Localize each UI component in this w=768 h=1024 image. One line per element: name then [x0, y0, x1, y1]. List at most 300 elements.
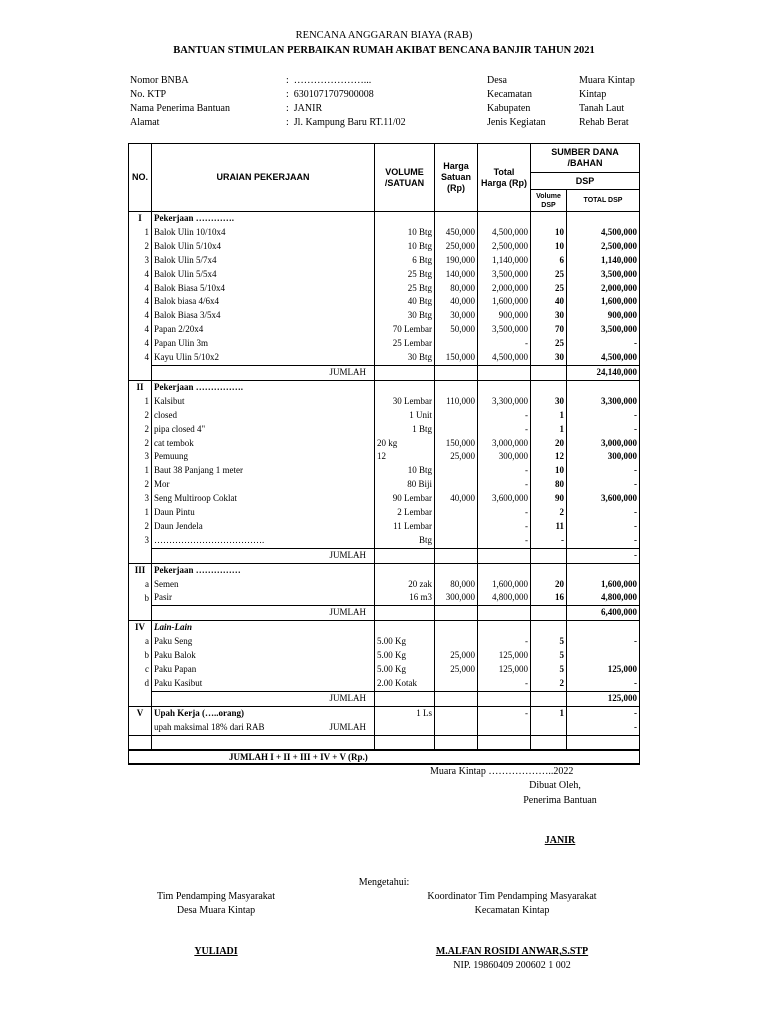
row-volume-dsp: 12 — [531, 450, 567, 464]
volume-unit: Btg — [418, 240, 432, 251]
row-total: 3,300,000 — [478, 395, 531, 409]
volume-unit: Biji — [418, 479, 432, 490]
header-harga: Harga Satuan (Rp) — [435, 144, 478, 212]
table-row — [129, 663, 640, 677]
volume-unit: Kg — [395, 636, 406, 647]
row-volume — [375, 591, 435, 605]
row-harga — [435, 380, 478, 394]
row-total: - — [478, 506, 531, 520]
blank-cell — [435, 735, 478, 750]
row-harga: 190,000 — [435, 254, 478, 268]
row-volume — [375, 337, 435, 351]
volume-value: 1 — [412, 423, 417, 434]
row-description: Paku Balok — [152, 649, 375, 663]
subtotal-label: JUMLAH — [329, 721, 366, 732]
table-row — [129, 450, 640, 464]
row-volume — [375, 226, 435, 240]
row-volume-dsp: 80 — [531, 478, 567, 492]
subtotal-value: 6,400,000 — [567, 606, 640, 621]
row-volume — [375, 635, 435, 649]
row-total: 4,500,000 — [478, 351, 531, 365]
volume-value: 10 — [407, 240, 417, 251]
row-volume — [375, 691, 435, 706]
row-harga — [435, 409, 478, 423]
left-sig-title: Tim Pendamping Masyarakat — [157, 891, 275, 902]
row-harga: 300,000 — [435, 591, 478, 605]
info-label: Kecamatan — [487, 89, 532, 100]
row-no: 1 — [129, 506, 152, 520]
header-volume: VOLUME /SATUAN — [375, 144, 435, 212]
volume-unit: Btg — [418, 254, 432, 265]
row-no: II — [129, 380, 152, 394]
volume-unit: Ls — [423, 707, 432, 718]
row-harga — [435, 677, 478, 691]
subtotal-value: - — [567, 721, 640, 735]
info-value: …………………... — [293, 75, 372, 86]
volume-value: 30 — [407, 310, 417, 321]
header-uraian: URAIAN PEKERJAAN — [152, 144, 375, 212]
row-no: 2 — [129, 423, 152, 437]
row-volume — [375, 254, 435, 268]
row-volume — [375, 309, 435, 323]
table-row — [129, 534, 640, 548]
row-volume-dsp: 30 — [531, 309, 567, 323]
row-no: 3 — [129, 450, 152, 464]
row-harga — [435, 548, 478, 563]
row-volume-dsp — [531, 380, 567, 394]
volume-unit: Lembar — [404, 507, 432, 518]
row-description: Paku Kasibut — [152, 677, 375, 691]
row-volume — [375, 450, 435, 464]
row-description: Balok biasa 4/6x4 — [152, 295, 375, 309]
row-volume — [375, 721, 435, 735]
table-row — [129, 520, 640, 534]
row-volume — [375, 395, 435, 409]
row-description: Balok Ulin 5/10x4 — [152, 240, 375, 254]
row-harga — [435, 520, 478, 534]
row-no — [129, 365, 152, 380]
volume-unit: Unit — [415, 409, 432, 420]
row-volume — [375, 663, 435, 677]
header-volume-dsp: Volume DSP — [531, 190, 567, 212]
volume-unit: Lembar — [404, 493, 432, 504]
volume-value: 2 — [397, 507, 402, 518]
row-total-dsp: 900,000 — [567, 309, 640, 323]
row-description: pipa closed 4" — [152, 423, 375, 437]
subtotal-value: 125,000 — [567, 691, 640, 706]
info-right-values — [579, 74, 635, 130]
row-no — [129, 606, 152, 621]
info-value: Kintap — [579, 89, 607, 100]
row-no: III — [129, 563, 152, 577]
section-row — [129, 706, 640, 720]
volume-unit: kg — [388, 437, 398, 448]
row-total — [478, 365, 531, 380]
row-volume-dsp — [531, 621, 567, 635]
info-label: Alamat — [130, 117, 160, 128]
row-harga — [435, 706, 478, 720]
row-no: I — [129, 212, 152, 226]
row-no: IV — [129, 621, 152, 635]
rab-table — [128, 143, 640, 765]
subtotal-value: - — [567, 548, 640, 563]
row-harga — [435, 635, 478, 649]
document-subtitle: BANTUAN STIMULAN PERBAIKAN RUMAH AKIBAT BENCANA BANJIR TAHUN 2021 — [173, 45, 595, 56]
row-total-dsp: - — [567, 423, 640, 437]
info-value: Jl. Kampung Baru RT.11/02 — [293, 117, 406, 128]
row-harga — [435, 621, 478, 635]
row-no: 2 — [129, 240, 152, 254]
row-total-dsp: - — [567, 677, 640, 691]
table-row — [129, 295, 640, 309]
subtotal-label: JUMLAH — [152, 606, 375, 621]
row-description: Mor — [152, 478, 375, 492]
volume-value: 40 — [407, 296, 417, 307]
row-description: Daun Pintu — [152, 506, 375, 520]
row-volume-dsp: 1 — [531, 706, 567, 720]
volume-unit: Btg — [418, 423, 432, 434]
volume-unit: Lembar — [404, 395, 432, 406]
row-volume — [375, 563, 435, 577]
subtotal-row — [129, 365, 640, 380]
row-harga: 110,000 — [435, 395, 478, 409]
header-total: Total Harga (Rp) — [478, 144, 531, 212]
volume-value: 25 — [407, 282, 417, 293]
row-total: - — [478, 464, 531, 478]
row-description: Paku Seng — [152, 635, 375, 649]
row-description: Seng Multiroop Coklat — [152, 492, 375, 506]
row-harga — [435, 212, 478, 226]
volume-unit: Kg — [395, 650, 406, 661]
volume-value: 80 — [407, 479, 417, 490]
row-volume — [375, 606, 435, 621]
subtotal-row — [129, 606, 640, 621]
right-sig-name: M.ALFAN ROSIDI ANWAR,S.STP — [435, 946, 589, 957]
header-no: NO. — [129, 144, 152, 212]
row-harga: 30,000 — [435, 309, 478, 323]
row-description: Daun Jendela — [152, 520, 375, 534]
row-volume-dsp — [531, 212, 567, 226]
row-total-dsp — [567, 649, 640, 663]
volume-value: 5.00 — [377, 636, 393, 647]
section-row — [129, 212, 640, 226]
row-volume-dsp: 2 — [531, 506, 567, 520]
table-row — [129, 578, 640, 592]
row-volume — [375, 437, 435, 451]
volume-unit: Lembar — [404, 520, 432, 531]
row-description: Upah Kerja (…..orang) — [152, 706, 375, 720]
grand-total-row — [129, 750, 640, 764]
row-volume-dsp: 5 — [531, 635, 567, 649]
row-total-dsp: - — [567, 337, 640, 351]
header-sumber-dana: SUMBER DANA /BAHAN — [531, 144, 640, 173]
volume-value: 70 — [392, 324, 402, 335]
volume-unit: Btg — [418, 534, 432, 545]
volume-unit: Lembar — [404, 338, 432, 349]
row-description: Balok Biasa 3/5x4 — [152, 309, 375, 323]
volume-unit: Kg — [395, 664, 406, 674]
table-row — [129, 506, 640, 520]
table-row — [129, 635, 640, 649]
left-sig-name: YULIADI — [194, 946, 238, 957]
row-total: 300,000 — [478, 450, 531, 464]
row-no: 4 — [129, 309, 152, 323]
row-harga — [435, 606, 478, 621]
table-row — [129, 351, 640, 365]
row-total: 125,000 — [478, 649, 531, 663]
volume-value: 25 — [392, 338, 402, 349]
dibuat-oleh: Dibuat Oleh, — [529, 780, 581, 791]
table-row — [129, 423, 640, 437]
row-description: Pekerjaan ……………. — [152, 380, 375, 394]
row-total: - — [478, 534, 531, 548]
row-volume — [375, 212, 435, 226]
row-volume — [375, 282, 435, 296]
row-description: Kayu Ulin 5/10x2 — [152, 351, 375, 365]
row-total-dsp: - — [567, 706, 640, 720]
row-description: ………………………………. — [152, 534, 375, 548]
volume-value: 10 — [407, 465, 417, 476]
row-no: 4 — [129, 268, 152, 282]
row-harga — [435, 534, 478, 548]
table-row — [129, 226, 640, 240]
volume-unit: Kotak — [395, 677, 417, 688]
row-no: 4 — [129, 351, 152, 365]
row-no: 4 — [129, 282, 152, 296]
row-volume — [375, 380, 435, 394]
volume-unit: Btg — [418, 226, 432, 237]
row-description: closed — [152, 409, 375, 423]
row-total: - — [478, 635, 531, 649]
volume-value: 25 — [407, 268, 417, 279]
row-total: - — [478, 478, 531, 492]
volume-unit: Btg — [418, 310, 432, 321]
row-total-dsp: - — [567, 534, 640, 548]
row-no: V — [129, 706, 152, 720]
row-volume — [375, 323, 435, 337]
row-description: Pasir — [152, 591, 375, 605]
info-value: JANIR — [293, 103, 323, 114]
row-volume-dsp: 1 — [531, 409, 567, 423]
place-date: Muara Kintap ………………..2022 — [430, 766, 574, 777]
row-no: b — [129, 591, 152, 605]
row-description: Papan 2/20x4 — [152, 323, 375, 337]
row-description: Balok Ulin 5/7x4 — [152, 254, 375, 268]
grand-total-label: JUMLAH I + II + III + IV + V (Rp.) — [129, 750, 640, 764]
row-harga — [435, 365, 478, 380]
row-volume-dsp: 25 — [531, 337, 567, 351]
volume-unit: zak — [419, 578, 432, 589]
info-left-labels — [130, 74, 230, 130]
row-total: - — [478, 409, 531, 423]
row-no: 1 — [129, 464, 152, 478]
row-total-dsp: - — [567, 635, 640, 649]
row-volume-dsp — [531, 606, 567, 621]
row-total: 1,140,000 — [478, 254, 531, 268]
row-volume — [375, 478, 435, 492]
row-no: 2 — [129, 437, 152, 451]
row-no: 1 — [129, 226, 152, 240]
row-total: - — [478, 337, 531, 351]
row-no: 4 — [129, 337, 152, 351]
row-total-dsp: - — [567, 478, 640, 492]
row-volume-dsp: - — [531, 534, 567, 548]
row-harga — [435, 478, 478, 492]
info-value: Muara Kintap — [579, 75, 635, 86]
row-no: b — [129, 649, 152, 663]
row-harga — [435, 464, 478, 478]
row-total-dsp: - — [567, 464, 640, 478]
table-row — [129, 409, 640, 423]
section-row — [129, 621, 640, 635]
row-volume-dsp: 70 — [531, 323, 567, 337]
row-total-dsp: - — [567, 520, 640, 534]
upah-row — [129, 721, 640, 735]
row-total — [478, 606, 531, 621]
row-volume-dsp: 6 — [531, 254, 567, 268]
volume-value: 6 — [412, 254, 417, 265]
row-total: - — [478, 423, 531, 437]
right-sig-subtitle: Kecamatan Kintap — [474, 905, 550, 916]
volume-unit: Btg — [418, 282, 432, 293]
row-total: 4,500,000 — [478, 226, 531, 240]
volume-value: 90 — [392, 493, 402, 504]
row-total-dsp — [567, 212, 640, 226]
table-row — [129, 591, 640, 605]
row-volume-dsp: 25 — [531, 282, 567, 296]
row-no — [129, 721, 152, 735]
row-total: 3,600,000 — [478, 492, 531, 506]
row-total: 1,600,000 — [478, 295, 531, 309]
row-volume — [375, 621, 435, 635]
volume-value: 30 — [392, 395, 402, 406]
row-total-dsp — [567, 380, 640, 394]
row-total: 3,500,000 — [478, 268, 531, 282]
row-description: cat tembok — [152, 437, 375, 451]
volume-value: 30 — [407, 352, 417, 363]
subtotal-label: JUMLAH — [152, 365, 375, 380]
row-volume — [375, 706, 435, 720]
row-harga: 450,000 — [435, 226, 478, 240]
row-total — [478, 380, 531, 394]
volume-value: 2.00 — [377, 677, 393, 688]
row-volume — [375, 677, 435, 691]
table-row — [129, 677, 640, 691]
row-total-dsp: 1,140,000 — [567, 254, 640, 268]
table-row — [129, 649, 640, 663]
document-title: RENCANA ANGGARAN BIAYA (RAB) — [295, 30, 473, 41]
row-volume — [375, 240, 435, 254]
row-volume-dsp: 10 — [531, 240, 567, 254]
row-total: 1,600,000 — [478, 578, 531, 592]
row-volume-dsp: 10 — [531, 464, 567, 478]
penerima-bantuan-label: Penerima Bantuan — [523, 795, 597, 806]
row-total: 4,800,000 — [478, 591, 531, 605]
row-harga — [435, 691, 478, 706]
row-description: Baut 38 Panjang 1 meter — [152, 464, 375, 478]
row-harga: 40,000 — [435, 492, 478, 506]
row-volume — [375, 506, 435, 520]
row-description: Pekerjaan …………. — [152, 212, 375, 226]
row-harga — [435, 423, 478, 437]
row-volume — [375, 268, 435, 282]
row-volume — [375, 534, 435, 548]
info-label: Desa — [487, 75, 507, 86]
row-total-dsp: 2,500,000 — [567, 240, 640, 254]
row-description: Kalsibut — [152, 395, 375, 409]
volume-value: 1 — [416, 707, 421, 718]
blank-row — [129, 735, 640, 750]
row-no: 4 — [129, 295, 152, 309]
row-total-dsp: 4,500,000 — [567, 351, 640, 365]
row-no — [129, 548, 152, 563]
row-total: 3,000,000 — [478, 437, 531, 451]
volume-value: 5.00 — [377, 664, 393, 674]
row-volume — [375, 548, 435, 563]
info-label: Jenis Kegiatan — [487, 117, 546, 128]
row-harga: 150,000 — [435, 351, 478, 365]
row-description: Pemuung — [152, 450, 375, 464]
right-sig-nip: NIP. 19860409 200602 1 002 — [453, 960, 571, 971]
mengetahui-label: Mengetahui: — [358, 877, 410, 888]
info-label: Nama Penerima Bantuan — [130, 103, 230, 114]
row-volume — [375, 492, 435, 506]
row-total-dsp: 3,500,000 — [567, 268, 640, 282]
row-description: Balok Ulin 5/5x4 — [152, 268, 375, 282]
row-volume — [375, 409, 435, 423]
row-no: 3 — [129, 254, 152, 268]
row-volume — [375, 423, 435, 437]
row-total-dsp: 300,000 — [567, 450, 640, 464]
row-volume-dsp — [531, 691, 567, 706]
row-total-dsp: - — [567, 506, 640, 520]
subtotal-row — [129, 691, 640, 706]
row-description: Paku Papan — [152, 663, 375, 677]
row-total-dsp: 1,600,000 — [567, 295, 640, 309]
row-volume-dsp: 90 — [531, 492, 567, 506]
row-description — [152, 721, 375, 735]
table-row — [129, 395, 640, 409]
row-volume-dsp: 11 — [531, 520, 567, 534]
row-no: a — [129, 635, 152, 649]
row-harga: 250,000 — [435, 240, 478, 254]
row-total — [478, 691, 531, 706]
row-harga — [435, 721, 478, 735]
row-no: 2 — [129, 520, 152, 534]
row-no: 4 — [129, 323, 152, 337]
table-row — [129, 337, 640, 351]
volume-value: 20 — [377, 437, 386, 448]
row-total — [478, 563, 531, 577]
row-volume-dsp — [531, 563, 567, 577]
section-row — [129, 380, 640, 394]
subtotal-label: JUMLAH — [152, 691, 375, 706]
penerima-name: JANIR — [544, 835, 576, 846]
row-total-dsp: 3,600,000 — [567, 492, 640, 506]
header-dsp: DSP — [531, 173, 640, 190]
row-harga: 25,000 — [435, 649, 478, 663]
row-volume-dsp: 25 — [531, 268, 567, 282]
volume-unit: Lembar — [404, 324, 432, 335]
row-no: 2 — [129, 409, 152, 423]
blank-cell — [567, 735, 640, 750]
blank-cell — [375, 735, 435, 750]
row-volume-dsp — [531, 365, 567, 380]
row-total: 3,500,000 — [478, 323, 531, 337]
volume-unit: Btg — [418, 465, 432, 476]
row-volume-dsp: 20 — [531, 578, 567, 592]
table-row — [129, 478, 640, 492]
